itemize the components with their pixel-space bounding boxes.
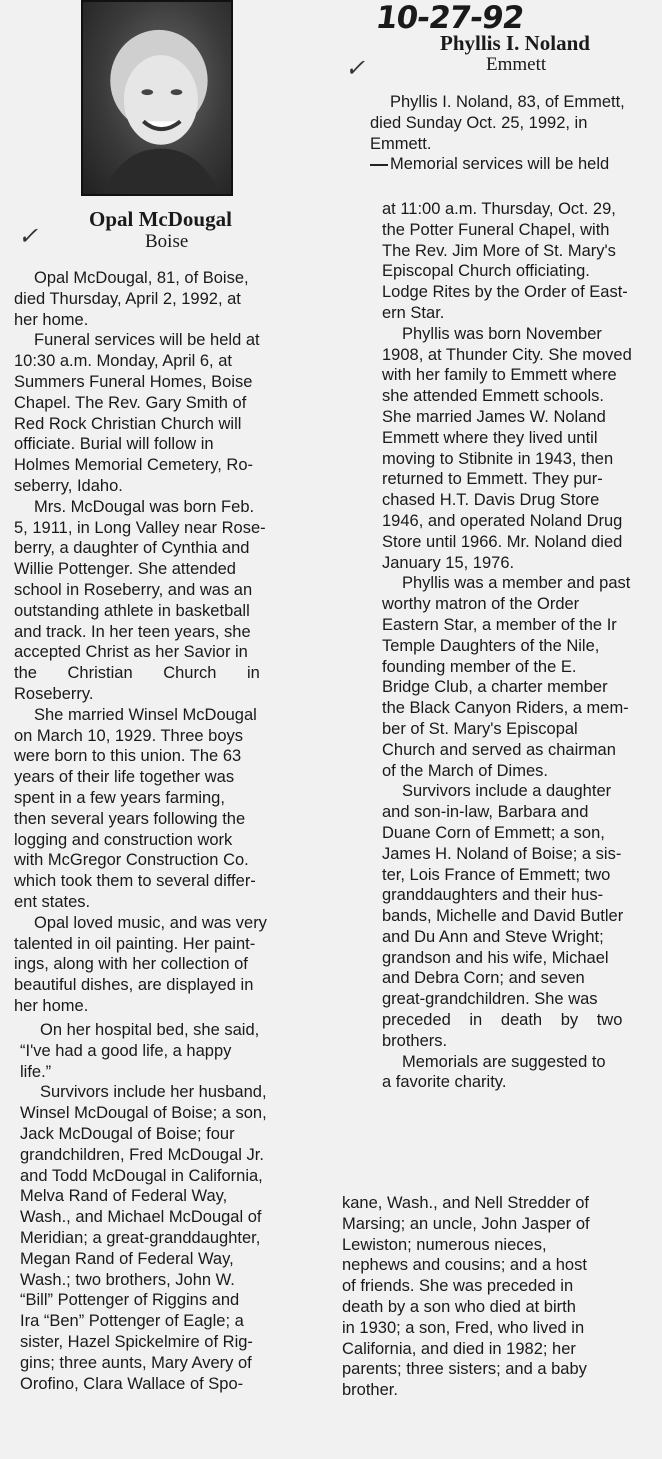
check-mark: ✓	[345, 54, 366, 82]
text-line: 1908, at Thunder City. She moved	[382, 345, 632, 364]
text-line: seberry, Idaho.	[14, 476, 123, 495]
text-line: 5, 1911, in Long Valley near Rose-	[14, 518, 266, 537]
text-line: brother.	[342, 1381, 398, 1400]
text-line: Melva Rand of Federal Way,	[20, 1187, 228, 1206]
obituary-name: Opal McDougal	[89, 207, 232, 231]
text-line: Bridge Club, a charter member	[382, 678, 608, 697]
text-line: Winsel McDougal of Boise; a son,	[20, 1104, 267, 1123]
text-line: moving to Stibnite in 1943, then	[382, 449, 614, 468]
text-line: Wash., and Michael McDougal of	[20, 1208, 262, 1227]
text-line: berry, a daughter of Cynthia and	[14, 539, 250, 558]
rule-mark	[370, 164, 388, 166]
text-line: Wash.; two brothers, John W.	[20, 1270, 235, 1289]
text-line: Mrs. McDougal was born Feb.	[34, 497, 255, 516]
text-line: Opal loved music, and was very	[34, 913, 267, 932]
text-line: “Bill” Pottenger of Riggins and	[20, 1291, 240, 1310]
text-line: her home.	[14, 310, 89, 329]
text-line: and Debra Corn; and seven	[382, 969, 585, 988]
text-line: and track. In her teen years, she	[14, 622, 251, 641]
text-line: Orofino, Clara Wallace of Spo-	[20, 1374, 244, 1393]
text-line: Red Rock Christian Church will	[14, 414, 242, 433]
text-line: a favorite charity.	[382, 1073, 507, 1092]
text-line: Phyllis was born November	[402, 324, 602, 343]
text-line: On her hospital bed, she said,	[40, 1021, 260, 1039]
text-line: nephews and cousins; and a host	[342, 1256, 587, 1275]
text-line: then several years following the	[14, 809, 246, 828]
text-line: brothers.	[382, 1031, 448, 1050]
text-line: 1946, and operated Noland Drug	[382, 511, 623, 530]
text-line: ern Star.	[382, 303, 445, 322]
text-line: Store until 1966. Mr. Noland died	[382, 532, 623, 551]
obituary-column	[370, 92, 662, 175]
text-line: parents; three sisters; and a baby	[342, 1360, 587, 1379]
text-line: Roseberry.	[14, 684, 94, 703]
text-line: sister, Hazel Spickelmire of Rig-	[20, 1332, 253, 1351]
text-line: her home.	[14, 996, 89, 1015]
obituary-column	[342, 1193, 654, 1401]
text-line: 10:30 a.m. Monday, April 6, at	[14, 352, 232, 371]
text-line: death by a son who died at birth	[342, 1297, 576, 1316]
text-line: died Sunday Oct. 25, 1992, in	[370, 113, 588, 132]
text-line: worthy matron of the Order	[382, 595, 580, 614]
text-line: “I've had a good life, a happy	[20, 1041, 232, 1060]
text-line: Emmett where they lived until	[382, 428, 598, 447]
text-line: January 15, 1976.	[382, 553, 515, 572]
text-line: and son-in-law, Barbara and	[382, 803, 589, 822]
obituary-city: Boise	[145, 231, 189, 252]
text-line: Duane Corn of Emmett; a son,	[382, 823, 605, 842]
text-line: spent in a few years farming,	[14, 788, 225, 807]
portrait-illustration	[83, 2, 231, 194]
text-line: beautiful dishes, are displayed in	[14, 976, 254, 995]
text-line: Opal McDougal, 81, of Boise,	[34, 269, 249, 287]
text-line: Summers Funeral Homes, Boise	[14, 372, 253, 391]
text-line: life.”	[20, 1062, 52, 1081]
text-line: which took them to several differ-	[14, 872, 256, 891]
text-line: founding member of the E.	[382, 657, 577, 676]
text-line	[370, 154, 662, 175]
text-line: of the March of Dimes.	[382, 761, 548, 780]
text-line: Holmes Memorial Cemetery, Ro-	[14, 456, 253, 475]
text-line: Jack McDougal of Boise; four	[20, 1124, 235, 1143]
text-line: of friends. She was preceded in	[342, 1277, 574, 1296]
text-line: ter, Lois France of Emmett; two	[382, 865, 611, 884]
text-line-content: Memorial services will be held	[390, 155, 610, 174]
obituary-column	[20, 1020, 336, 1394]
text-line: Memorials are suggested to	[402, 1052, 606, 1071]
text-line: gins; three aunts, Mary Avery of	[20, 1353, 252, 1372]
text-line: officiate. Burial will follow in	[14, 435, 214, 454]
text-line: California, and died in 1982; her	[342, 1339, 576, 1358]
text-line: Meridian; a great-granddaughter,	[20, 1228, 261, 1247]
text-line: school in Roseberry, and was an	[14, 580, 253, 599]
text-line: years of their life together was	[14, 768, 235, 787]
text-line: James H. Noland of Boise; a sis-	[382, 844, 622, 863]
text-line: Phyllis was a member and past	[402, 574, 631, 593]
text-line: were born to this union. The 63	[14, 747, 242, 766]
text-line: accepted Christ as her Savior in	[14, 643, 248, 662]
handwritten-date: 10-27-92	[373, 0, 526, 36]
text-line: Megan Rand of Federal Way,	[20, 1249, 234, 1268]
obituary-column	[382, 199, 662, 1093]
text-line: and Du Ann and Steve Wright;	[382, 927, 604, 946]
text-line: Lewiston; numerous nieces,	[342, 1235, 547, 1254]
text-line: Ira “Ben” Pottenger of Eagle; a	[20, 1312, 244, 1331]
check-mark: ✓	[18, 222, 39, 250]
text-line: Lodge Rites by the Order of East-	[382, 283, 628, 302]
obituary-city: Emmett	[486, 54, 547, 75]
text-line: Marsing; an uncle, John Jasper of	[342, 1214, 590, 1233]
portrait-photo	[81, 0, 233, 196]
text-line: Emmett.	[370, 134, 432, 153]
text-line: Willie Pottenger. She attended	[14, 560, 236, 579]
text-line: Survivors include her husband,	[40, 1083, 267, 1102]
text-line: and Todd McDougal in California,	[20, 1166, 263, 1185]
obituary-name: Phyllis I. Noland	[440, 31, 590, 55]
text-line: with McGregor Construction Co.	[14, 851, 249, 870]
text-line: the Christian Church in	[14, 664, 260, 683]
text-line: the Black Canyon Riders, a mem-	[382, 699, 629, 718]
text-line: The Rev. Jim More of St. Mary's	[382, 241, 616, 260]
text-line: She married James W. Noland	[382, 407, 606, 426]
text-line: Phyllis I. Noland, 83, of Emmett,	[390, 93, 625, 111]
text-line: She married Winsel McDougal	[34, 705, 257, 724]
text-line: logging and construction work	[14, 830, 233, 849]
text-line: grandson and his wife, Michael	[382, 948, 609, 967]
text-line: ings, along with her collection of	[14, 955, 248, 974]
text-line: Funeral services will be held at	[34, 331, 260, 350]
text-line: died Thursday, April 2, 1992, at	[14, 289, 241, 308]
text-line: Survivors include a daughter	[402, 782, 612, 801]
text-line: Episcopal Church officiating.	[382, 262, 590, 281]
text-line: at 11:00 a.m. Thursday, Oct. 29,	[382, 200, 616, 218]
text-line: ent states.	[14, 892, 91, 911]
text-line: great-grandchildren. She was	[382, 990, 598, 1009]
text-line: in 1930; a son, Fred, who lived in	[342, 1318, 585, 1337]
text-line: the Potter Funeral Chapel, with	[382, 220, 610, 239]
text-line: chased H.T. Davis Drug Store	[382, 491, 600, 510]
text-line: returned to Emmett. They pur-	[382, 470, 603, 489]
text-line: Chapel. The Rev. Gary Smith of	[14, 393, 247, 412]
text-line: ber of St. Mary's Episcopal	[382, 719, 578, 738]
text-line: Eastern Star, a member of the Ir	[382, 615, 617, 634]
text-line: Temple Daughters of the Nile,	[382, 636, 600, 655]
text-line: with her family to Emmett where	[382, 366, 617, 385]
obituary-column	[14, 268, 334, 1017]
text-line: she attended Emmett schools.	[382, 387, 604, 406]
text-line: on March 10, 1929. Three boys	[14, 726, 244, 745]
text-line: preceded in death by two	[382, 1011, 623, 1030]
text-line: granddaughters and their hus-	[382, 886, 604, 905]
text-line: Church and served as chairman	[382, 740, 616, 759]
text-line: talented in oil painting. Her paint-	[14, 934, 256, 953]
text-line: outstanding athlete in basketball	[14, 601, 250, 620]
text-line: bands, Michelle and David Butler	[382, 907, 624, 926]
text-line: kane, Wash., and Nell Stredder of	[342, 1194, 590, 1212]
text-line: grandchildren, Fred McDougal Jr.	[20, 1145, 264, 1164]
